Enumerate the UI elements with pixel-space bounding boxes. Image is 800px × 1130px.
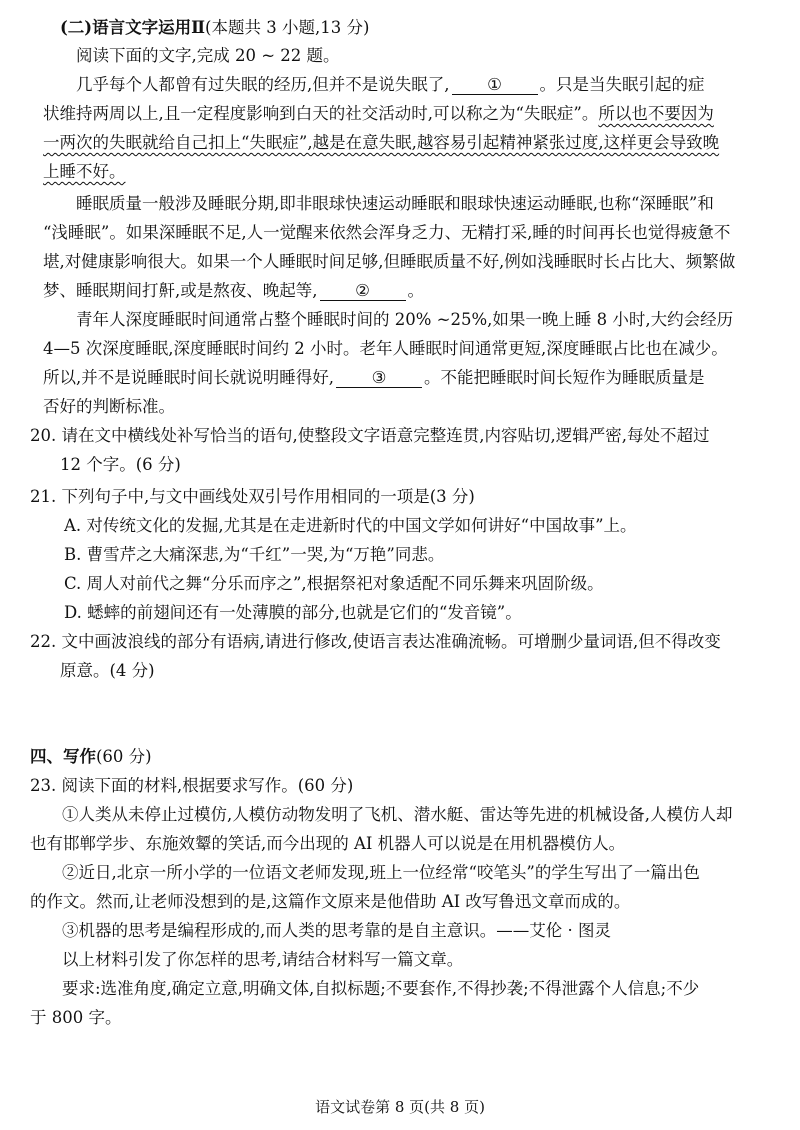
passage-line: 睡眠质量一般涉及睡眠分期,即非眼球快速运动睡眠和眼球快速运动睡眠,也称“深睡眠”和 [76, 194, 714, 213]
material-line: 的作文。然而,让老师没想到的是,这篇作文原来是他借助 AI 改写鲁迅文章而成的。 [30, 892, 631, 911]
passage-text: 梦、睡眠期间打鼾,或是熬夜、晚起等, [43, 281, 318, 300]
writing-requirements: 要求:选准角度,确定立意,明确文体,自拟标题;不要套作,不得抄袭;不得泄露个人信息;不少 [62, 979, 700, 998]
answer-blank-2: ② [320, 282, 406, 301]
passage-line: 4—5 次深度睡眠,深度睡眠时间约 2 小时。老年人睡眠时间通常更短,深度睡眠占比也在减少。 [43, 339, 728, 358]
question-21-stem: 21. 下列句子中,与文中画线处双引号作用相同的一项是(3 分) [30, 487, 475, 506]
passage-line [43, 132, 719, 154]
passage-line [43, 280, 424, 302]
writing-requirements-cont: 于 800 字。 [30, 1008, 122, 1027]
section-heading [60, 17, 369, 39]
answer-blank-3: ③ [336, 369, 422, 388]
passage-text: 。只是当失眠引起的症 [539, 75, 705, 94]
passage-text: 几乎每个人都曾有过失眠的经历,但并不是说失眠了, [76, 75, 450, 94]
material-line: ①人类从未停止过模仿,人模仿动物发明了飞机、潜水艇、雷达等先进的机械设备,人模仿人却 [62, 805, 733, 824]
option-d: D. 蟋蟀的前翅间还有一处薄膜的部分,也就是它们的“发音镜”。 [64, 603, 522, 622]
question-22-stem: 22. 文中画波浪线的部分有语病,请进行修改,使语言表达准确流畅。可增删少量词语,但不得改变 [30, 632, 721, 651]
question-23-stem: 23. 阅读下面的材料,根据要求写作。(60 分) [30, 776, 354, 795]
passage-line: 青年人深度睡眠时间通常占整个睡眠时间的 20% ~25%,如果一晚上睡 8 小时,大约会经历 [76, 310, 734, 329]
passage-text: 所以,并不是说睡眠时间长就说明睡得好, [43, 368, 334, 387]
reading-instruction: 阅读下面的文字,完成 20 ~ 22 题。 [76, 46, 340, 65]
section-note: (本题共 3 小题,13 分) [205, 18, 370, 37]
passage-text: 。 [407, 281, 424, 300]
material-line: ②近日,北京一所小学的一位语文老师发现,班上一位经常“咬笔头”的学生写出了一篇出色 [62, 863, 700, 882]
answer-blank-1: ① [452, 76, 538, 95]
writing-prompt: 以上材料引发了你怎样的思考,请结合材料写一篇文章。 [62, 950, 464, 969]
material-line: ③机器的思考是编程形成的,而人类的思考靠的是自主意识。——艾伦 · 图灵 [62, 921, 611, 940]
option-c: C. 周人对前代之舞“分乐而序之”,根据祭祀对象适配不同乐舞来巩固阶级。 [64, 574, 604, 593]
passage-text: 。不能把睡眠时间长短作为睡眠质量是 [424, 368, 705, 387]
section-title: (二)语言文字运用Ⅱ [60, 18, 206, 37]
passage-line [43, 161, 126, 183]
page-footer: 语文试卷第 8 页(共 8 页) [315, 1098, 485, 1116]
passage-line [43, 367, 705, 389]
wavy-underlined-text: 一两次的失眠就给自己扣上“失眠症”,越是在意失眠,越容易引起精神紧张过度,这样更会导致晚 [43, 133, 720, 152]
section-heading [30, 746, 152, 768]
passage-line [43, 103, 714, 125]
wavy-underlined-text: 所以也不要因为 [598, 104, 714, 123]
option-a: A. 对传统文化的发掘,尤其是在走进新时代的中国文学如何讲好“中国故事”上。 [64, 516, 637, 535]
section-title: 四、写作 [30, 747, 96, 766]
material-line: 也有邯郸学步、东施效颦的笑话,而今出现的 AI 机器人可以说是在用机器模仿人。 [30, 834, 626, 853]
question-22-stem-cont: 原意。(4 分) [60, 661, 155, 680]
section-note: (60 分) [96, 747, 152, 766]
passage-line: “浅睡眠”。如果深睡眠不足,人一觉醒来依然会浑身乏力、无精打采,睡的时间再长也觉得疲惫不 [43, 223, 731, 242]
option-b: B. 曹雪芹之大痛深悲,为“千红”一哭,为“万艳”同悲。 [64, 545, 445, 564]
passage-line: 堪,对健康影响很大。如果一个人睡眠时间足够,但睡眠质量不好,例如浅睡眠时长占比大、频繁做 [43, 252, 736, 271]
question-20-stem-cont: 12 个字。(6 分) [60, 455, 181, 474]
question-20-stem: 20. 请在文中横线处补写恰当的语句,使整段文字语意完整连贯,内容贴切,逻辑严密,每处不超过 [30, 426, 710, 445]
passage-line [76, 74, 705, 96]
wavy-underlined-text: 上睡不好。 [43, 162, 126, 181]
passage-line: 否好的判断标准。 [43, 397, 175, 416]
passage-text: 状维持两周以上,且一定程度影响到白天的社交活动时,可以称之为“失眠症”。 [43, 104, 599, 123]
